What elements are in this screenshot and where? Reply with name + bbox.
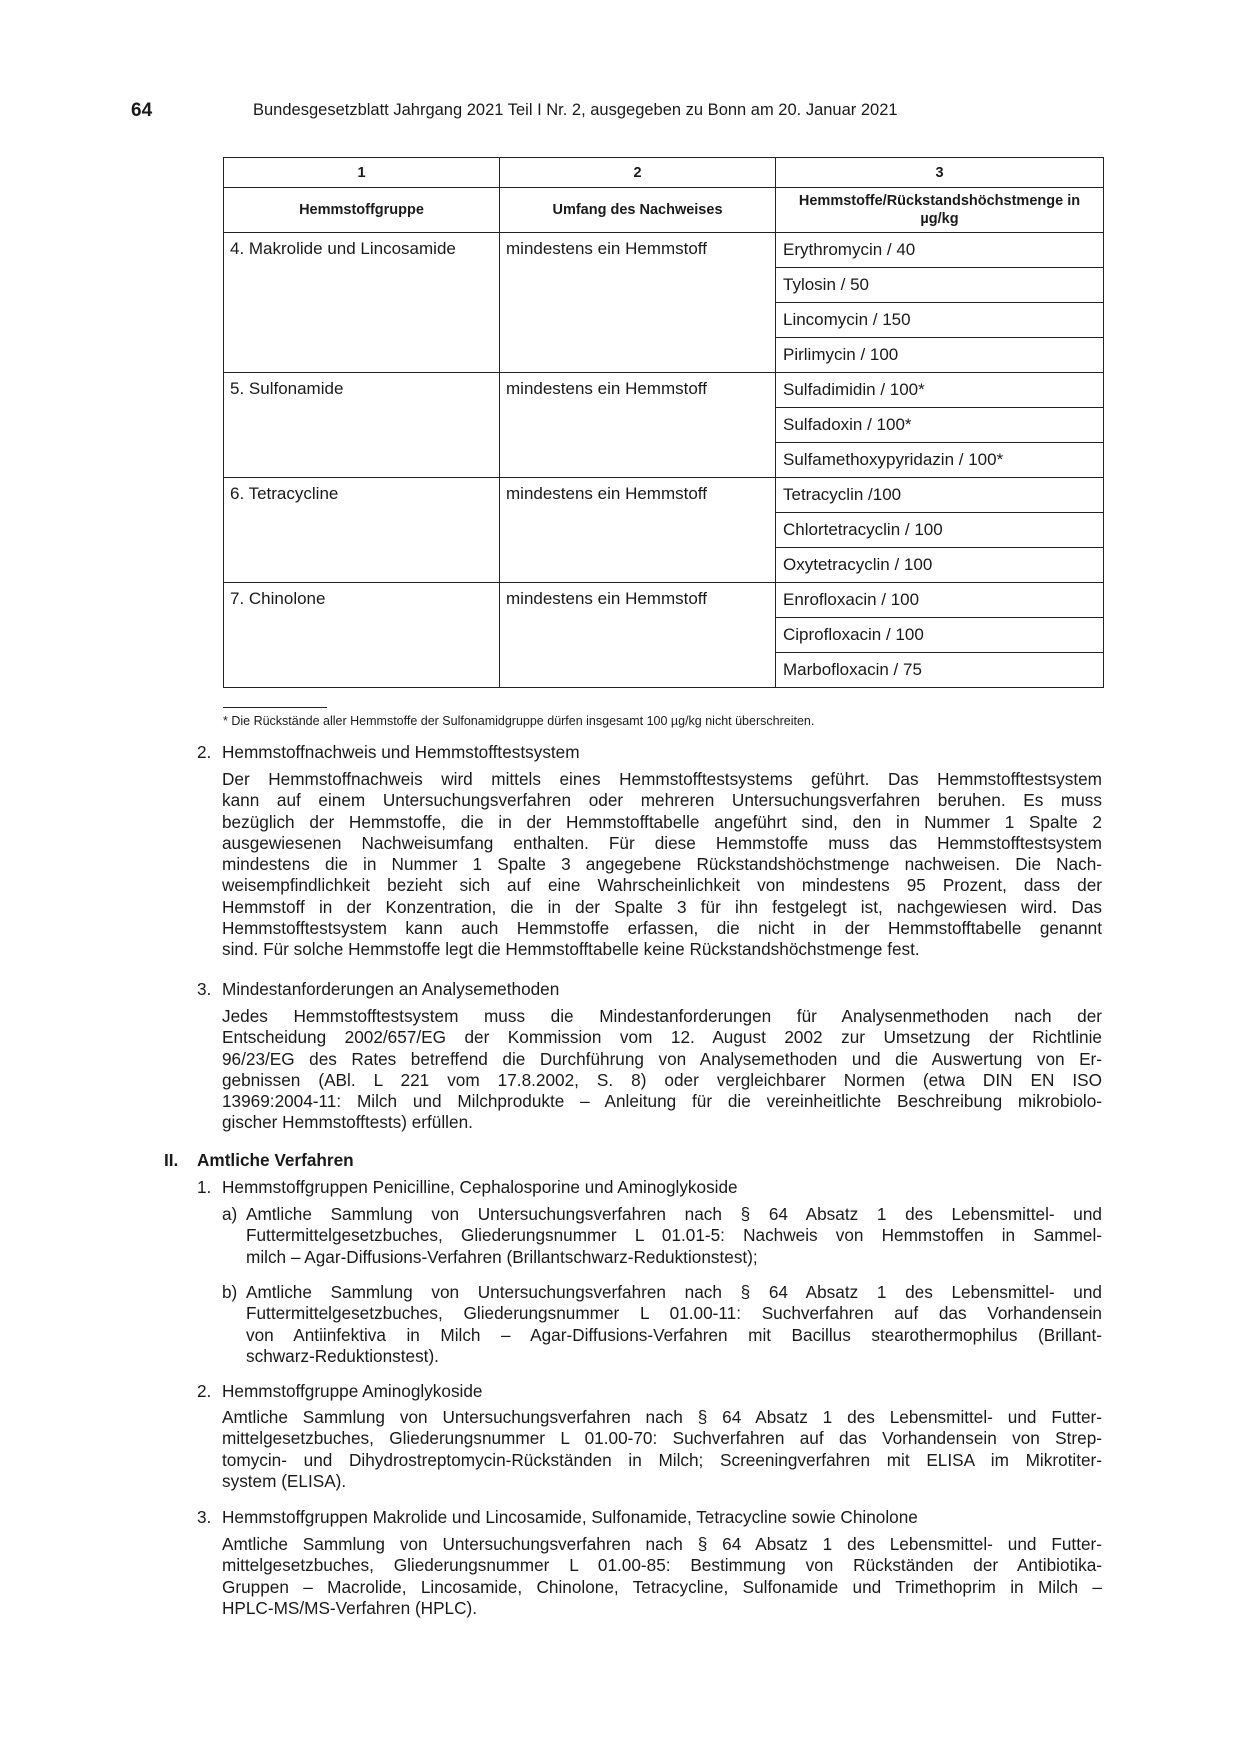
item-number: 1.: [197, 1177, 212, 1197]
section-paragraph: [222, 1006, 1102, 1134]
substance-limit: Pirlimycin / 100: [776, 338, 1104, 373]
substance-limit: Marbofloxacin / 75: [776, 653, 1104, 688]
item-heading: Hemmstoffgruppen Penicilline, Cephalosporine und Aminoglykoside: [222, 1177, 738, 1197]
paragraph-line: Jedes Hemmstofftestsystem muss die Mindestanforderungen für Analysenmethoden nach der: [222, 1006, 1102, 1026]
section-number: 3.: [197, 979, 212, 999]
table-row: [224, 583, 1104, 618]
column-header: Hemmstoffe/Rückstandshöchstmenge in µg/kg: [776, 188, 1104, 233]
section-heading: Hemmstoffnachweis und Hemmstofftestsystem: [222, 742, 580, 762]
paragraph-line: kann auf einem Untersuchungsverfahren oder mehreren Untersuchungsverfahren beruhen. Es muss: [222, 790, 1102, 811]
substance-limit: Sulfadoxin / 100*: [776, 408, 1104, 443]
paragraph-line: 96/23/EG des Rates betreffend die Durchführung von Analysemethoden und die Auswertung von Er-: [222, 1048, 1102, 1069]
group-name: 6. Tetracycline: [224, 478, 500, 583]
paragraph-line: bezüglich der Hemmstoffe, die in der Hemmstofftabelle angeführt sind, den in Nummer 1 Spalte 2: [222, 811, 1102, 832]
paragraph-line: HPLC-MS/MS-Verfahren (HPLC).: [222, 1597, 478, 1618]
paragraph-line: mittelgesetzbuches, Gliederungsnummer L 01.00-85: Bestimmung von Rückständen der Antibiotika-: [222, 1555, 1102, 1576]
paragraph-line: sind. Für solche Hemmstoffe legt die Hemmstofftabelle keine Rückstandshöchstmenge fest.: [222, 939, 920, 960]
paragraph-line: Entscheidung 2002/657/EG der Kommission vom 12. August 2002 zur Umsetzung der Richtlinie: [222, 1027, 1102, 1048]
paragraph-line: Futtermittelgesetzbuches, Gliederungsnummer L 01.00-11: Suchverfahren auf das Vorhandensein: [246, 1303, 1102, 1324]
column-number: 1: [224, 158, 500, 188]
group-name: 7. Chinolone: [224, 583, 500, 688]
substance-limit: Sulfamethoxypyridazin / 100*: [776, 443, 1104, 478]
substance-limit: Enrofloxacin / 100: [776, 583, 1104, 618]
column-number: 3: [776, 158, 1104, 188]
substance-limit: Erythromycin / 40: [776, 233, 1104, 268]
paragraph-line: mittelgesetzbuches, Gliederungsnummer L 01.00-70: Suchverfahren auf das Vorhandensein von Strep-: [222, 1428, 1102, 1449]
paragraph-line: Amtliche Sammlung von Untersuchungsverfahren nach § 64 Absatz 1 des Lebensmittel- und Futter-: [222, 1534, 1102, 1554]
paragraph-line: Amtliche Sammlung von Untersuchungsverfahren nach § 64 Absatz 1 des Lebensmittel- und: [246, 1282, 1102, 1302]
paragraph-line: 13969:2004-11: Milch und Milchprodukte – Anleitung für die vereinheitlichte Beschreibung mikrobiolo-: [222, 1091, 1102, 1112]
item-paragraph: [222, 1407, 1102, 1492]
subitem-paragraph: [246, 1282, 1102, 1367]
paragraph-line: Hemmstofftestsystem kann auch Hemmstoffe erfassen, die nicht in der Hemmstofftabelle genannt: [222, 918, 1102, 939]
substance-limit: Tetracyclin /100: [776, 478, 1104, 513]
subitem-label: a): [222, 1204, 238, 1224]
part-heading: Amtliche Verfahren: [197, 1150, 354, 1170]
page-header: [131, 100, 1101, 126]
substance-limit: Ciprofloxacin / 100: [776, 618, 1104, 653]
column-number-row: [224, 158, 1104, 188]
part-number: II.: [164, 1150, 179, 1170]
footnote: * Die Rückstände aller Hemmstoffe der Sulfonamidgruppe dürfen insgesamt 100 µg/kg nicht überschreiten.: [223, 714, 815, 728]
table-row: [224, 478, 1104, 513]
group-scope: mindestens ein Hemmstoff: [500, 233, 776, 373]
item-paragraph: [222, 1534, 1102, 1619]
paragraph-line: mindestens die in Nummer 1 Spalte 3 angegebene Rückstandshöchstmenge nachweisen. Die Nach-: [222, 854, 1102, 875]
paragraph-line: tomycin- und Dihydrostreptomycin-Rückständen in Milch; Screeningverfahren mit ELISA im Mikrotiter-: [222, 1449, 1102, 1470]
group-scope: mindestens ein Hemmstoff: [500, 583, 776, 688]
paragraph-line: Gruppen – Macrolide, Lincosamide, Chinolone, Tetracycline, Sulfonamide und Trimethoprim in Milch –: [222, 1576, 1102, 1597]
footnote-rule: [223, 707, 327, 708]
paragraph-line: Amtliche Sammlung von Untersuchungsverfahren nach § 64 Absatz 1 des Lebensmittel- und: [246, 1204, 1102, 1224]
paragraph-line: gischer Hemmstofftests) erfüllen.: [222, 1112, 473, 1133]
running-head: Bundesgesetzblatt Jahrgang 2021 Teil I Nr. 2, ausgegeben zu Bonn am 20. Januar 2021: [253, 101, 898, 119]
column-header: Hemmstoffgruppe: [224, 188, 500, 233]
group-name: 5. Sulfonamide: [224, 373, 500, 478]
paragraph-line: gebnissen (ABl. L 221 vom 17.8.2002, S. 8) oder vergleichbarer Normen (etwa DIN EN ISO: [222, 1069, 1102, 1090]
group-scope: mindestens ein Hemmstoff: [500, 478, 776, 583]
paragraph-line: Futtermittelgesetzbuches, Gliederungsnummer L 01.01-5: Nachweis von Hemmstoffen in Sammel-: [246, 1225, 1102, 1246]
item-number: 2.: [197, 1381, 212, 1401]
paragraph-line: Der Hemmstoffnachweis wird mittels eines Hemmstofftestsystems geführt. Das Hemmstofftestsystem: [222, 769, 1102, 789]
table-row: [224, 233, 1104, 268]
paragraph-line: Hemmstoff in der Konzentration, die in der Spalte 3 für ihn festgelegt ist, nachgewiesen wird. Das: [222, 896, 1102, 917]
item-heading: Hemmstoffgruppe Aminoglykoside: [222, 1381, 483, 1401]
section-paragraph: [222, 769, 1102, 961]
paragraph-line: Amtliche Sammlung von Untersuchungsverfahren nach § 64 Absatz 1 des Lebensmittel- und Futter-: [222, 1407, 1102, 1427]
residue-table: [223, 157, 1104, 688]
paragraph-line: system (ELISA).: [222, 1470, 347, 1491]
paragraph-line: weisempfindlichkeit bezieht sich auf eine Wahrscheinlichkeit von mindestens 95 Prozent, dass der: [222, 875, 1102, 896]
column-header-row: [224, 188, 1104, 233]
substance-limit: Tylosin / 50: [776, 268, 1104, 303]
section-heading: Mindestanforderungen an Analysemethoden: [222, 979, 560, 999]
item-heading: Hemmstoffgruppen Makrolide und Lincosamide, Sulfonamide, Tetracycline sowie Chinolone: [222, 1507, 918, 1527]
residue-table-wrapper: [223, 157, 1103, 688]
substance-limit: Oxytetracyclin / 100: [776, 548, 1104, 583]
substance-limit: Sulfadimidin / 100*: [776, 373, 1104, 408]
item-number: 3.: [197, 1507, 212, 1527]
section-number: 2.: [197, 742, 212, 762]
substance-limit: Chlortetracyclin / 100: [776, 513, 1104, 548]
subitem-label: b): [222, 1282, 238, 1302]
table-row: [224, 373, 1104, 408]
paragraph-line: von Antiinfektiva in Milch – Agar-Diffusions-Verfahren mit Bacillus stearothermophilus (Brillant-: [246, 1324, 1102, 1345]
group-scope: mindestens ein Hemmstoff: [500, 373, 776, 478]
paragraph-line: milch – Agar-Diffusions-Verfahren (Brillantschwarz-Reduktionstest);: [246, 1246, 758, 1267]
column-header: Umfang des Nachweises: [500, 188, 776, 233]
substance-limit: Lincomycin / 150: [776, 303, 1104, 338]
group-name: 4. Makrolide und Lincosamide: [224, 233, 500, 373]
subitem-paragraph: [246, 1204, 1102, 1268]
paragraph-line: schwarz-Reduktionstest).: [246, 1345, 439, 1366]
column-number: 2: [500, 158, 776, 188]
paragraph-line: ausgewiesenen Nachweisumfang enthalten. Für diese Hemmstoffe muss das Hemmstofftestsystem: [222, 832, 1102, 853]
page-number: 64: [131, 100, 153, 121]
